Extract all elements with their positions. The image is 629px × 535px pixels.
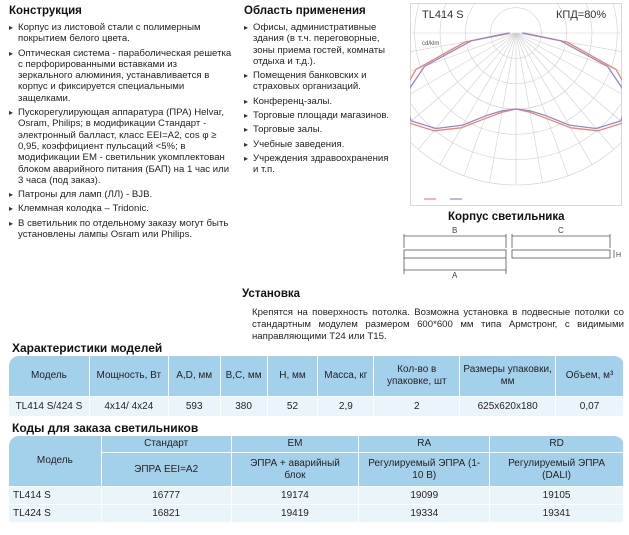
col-header: H, мм [267, 356, 318, 397]
light-distribution-chart [410, 3, 622, 206]
codes-subheader-row [9, 453, 624, 487]
col-header: B,C, мм [220, 356, 267, 397]
table-row [9, 487, 624, 505]
col-header: Масса, кг [318, 356, 374, 397]
application-item: ▸ Учреждения здравоохранения и т.п. [244, 153, 394, 176]
col-header: Модель [9, 436, 102, 487]
installation-text: Крепятся на поверхность потолка. Возможна установка в подвесные потолки со стандартным модулем размером 600*600 мм типа Армстронг, с видимыми направляющими T24 или T15. [252, 307, 624, 342]
installation-title: Установка [242, 288, 301, 300]
dim-b: B [452, 226, 458, 235]
construction-item: ▸ В светильник по отдельному заказу могут быть установлены лампы Osram или Philips. [9, 218, 234, 241]
col-header: A,D, мм [168, 356, 220, 397]
application-item: ▸ Помещения банковских и страховых организаций. [244, 70, 394, 93]
construction-item: ▸ Клеммная колодка – Tridonic. [9, 203, 234, 214]
table-cell: 16821 [101, 505, 231, 523]
construction-item: ▸ Корпус из листовой стали с полимерным покрытием белого цвета. [9, 22, 234, 45]
construction-item: ▸ Пускорегулирующая аппаратура (ПРА) Helvar, Osram, Philips; в модификации Стандарт - электронный балласт, класс EEI=A2, cos φ ≥ 0,95, коэффициент пульсаций <5%; в модификации EM - светильник укомплектован блоком аварийного питания (БАП) на 1 час или 3 часа (под заказ). [9, 107, 234, 186]
models-table [8, 355, 624, 417]
col-subheader: ЭПРА EEI=A2 [101, 453, 231, 487]
housing-title: Корпус светильника [448, 211, 565, 223]
col-subheader: Регулируемый ЭПРА (1-10 В) [359, 453, 490, 487]
codes-header-row [9, 436, 624, 453]
col-header: RA [359, 436, 490, 453]
col-subheader: Регулируемый ЭПРА (DALI) [490, 453, 624, 487]
table-cell: 4x14/ 4x24 [89, 397, 168, 417]
application-item: ▸ Офисы, административные здания (в т.ч. переговорные, зоны приема гостей, комнаты отдыха и т.д.). [244, 22, 394, 67]
codes-title: Коды для заказа светильников [12, 421, 199, 435]
dim-h: H [616, 252, 622, 259]
chart-efficiency: КПД=80% [556, 9, 607, 21]
table-cell: 52 [267, 397, 318, 417]
col-subheader: ЭПРА + аварийный блок [231, 453, 359, 487]
application-item: ▸ Конференц-залы. [244, 96, 394, 107]
table-cell: 19105 [490, 487, 624, 505]
table-cell: 19174 [231, 487, 359, 505]
table-row [9, 505, 624, 523]
table-cell: 19099 [359, 487, 490, 505]
col-header: Мощность, Вт [89, 356, 168, 397]
table-cell: TL414 S [9, 487, 102, 505]
application-title: Область применения [244, 5, 366, 17]
table-cell: 16777 [101, 487, 231, 505]
table-cell: 2,9 [318, 397, 374, 417]
codes-table [8, 435, 624, 523]
col-header: Стандарт [101, 436, 231, 453]
construction-title: Конструкция [9, 5, 82, 17]
models-header-row [9, 356, 624, 397]
table-cell: 625x620x180 [460, 397, 556, 417]
table-cell: 19341 [490, 505, 624, 523]
table-cell: 19419 [231, 505, 359, 523]
construction-item: ▸ Оптическая система - параболическая решетка с перфорированными вставками из зеркального алюминия, устанавливается в корпус и фиксируется специальными защелками. [9, 48, 234, 104]
table-cell: 19334 [359, 505, 490, 523]
table-cell: TL424 S [9, 505, 102, 523]
housing-drawing [400, 224, 626, 284]
construction-item: ▸ Патроны для ламп (ЛЛ) - BJB. [9, 189, 234, 200]
col-header: Модель [9, 356, 90, 397]
col-header: Объем, м³ [556, 356, 624, 397]
col-header: Размеры упаковки, мм [460, 356, 556, 397]
dim-c: C [558, 226, 564, 235]
application-item: ▸ Учебные заведения. [244, 139, 394, 150]
application-list [244, 22, 394, 179]
col-header: Кол-во в упаковке, шт [374, 356, 460, 397]
dim-a: A [452, 271, 458, 280]
table-cell: TL414 S/424 S [9, 397, 90, 417]
models-title: Характеристики моделей [12, 341, 163, 355]
application-item: ▸ Торговые площади магазинов. [244, 110, 394, 121]
chart-title: TL414 S [422, 9, 464, 21]
table-cell: 380 [220, 397, 267, 417]
table-row [9, 397, 624, 417]
construction-list [9, 22, 234, 243]
application-item: ▸ Торговые залы. [244, 124, 394, 135]
chart-unit-label: cd/klm [422, 41, 440, 47]
col-header: EM [231, 436, 359, 453]
table-cell: 2 [374, 397, 460, 417]
table-cell: 593 [168, 397, 220, 417]
col-header: RD [490, 436, 624, 453]
table-cell: 0,07 [556, 397, 624, 417]
